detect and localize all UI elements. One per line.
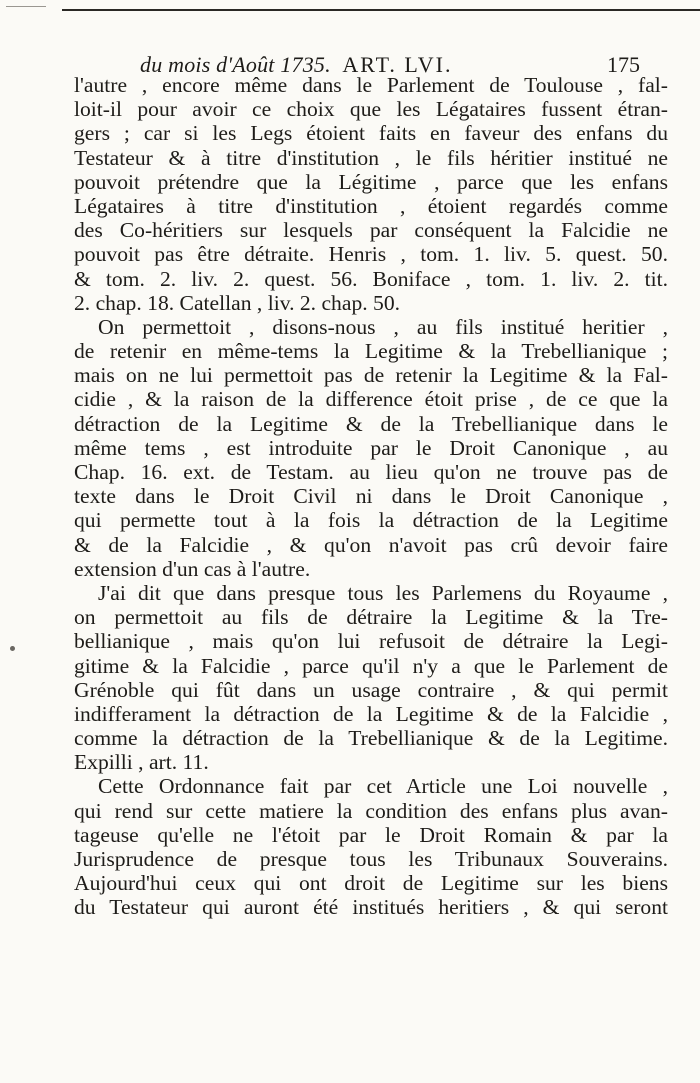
text-line: qui rend sur cette matiere la condition des enfans plus avan- [74, 798, 668, 823]
running-title: du mois d'Août 1735. [140, 52, 331, 77]
text-line: On permettoit , disons-nous , au fils institué heritier , [98, 314, 668, 339]
text-line: indifferament la détraction de la Legitime & de la Falcidie , [74, 701, 668, 726]
text-line: Chap. 16. ext. de Testam. au lieu qu'on ne trouve pas de [74, 460, 668, 484]
article-number: ART. LVI. [342, 52, 453, 77]
text-line: mais on ne lui permettoit pas de retenir la Legitime & la Fal- [74, 363, 668, 388]
text-line: Jurisprudence de presque tous les Tribunaux Souverains. [74, 847, 668, 871]
text-line: Grénoble qui fût dans un usage contraire , & qui permit [74, 677, 668, 702]
text-line: pouvoit pas être détraite. Henris , tom. 1. liv. 5. quest. 50. [74, 242, 668, 267]
text-line: l'autre , encore même dans le Parlement de Toulouse , fal- [74, 73, 668, 97]
text-line: Testateur & à titre d'institution , le fils héritier institué ne [74, 145, 668, 170]
text-line: J'ai dit que dans presque tous les Parlemens du Royaume , [98, 580, 668, 605]
text-line: texte dans le Droit Civil ni dans le Droit Canonique , [74, 484, 668, 509]
text-line: gitime & la Falcidie , parce qu'il n'y a que le Parlement de [74, 653, 668, 678]
text-line: bellianique , mais qu'on lui refusoit de détraire la Legi- [74, 629, 668, 654]
text-line: cidie , & la raison de la difference étoit prise , de ce que la [74, 387, 668, 412]
text-line: qui permette tout à la fois la détraction de la Legitime [74, 508, 668, 533]
text-line: 2. chap. 18. Catellan , liv. 2. chap. 50. [74, 290, 401, 315]
text-line: détraction de la Legitime & de la Trebellianique dans le [74, 411, 668, 436]
text-line: même tems , est introduite par le Droit Canonique , au [74, 435, 668, 460]
text-line: pouvoit prétendre que la Légitime , parce que les enfans [74, 169, 668, 194]
text-line: loit-il pour avoir ce choix que les Légataires fussent étran- [74, 97, 668, 122]
text-line: on permettoit au fils de détraire la Legitime & la Tre- [74, 605, 668, 630]
text-line: du Testateur qui auront été institués heritiers , & qui seront [74, 895, 668, 920]
text-line: Légataires à titre d'institution , étoient regardés comme [74, 193, 668, 218]
text-line: Expilli , art. 11. [74, 750, 209, 775]
text-line: & tom. 2. liv. 2. quest. 56. Boniface , tom. 1. liv. 2. tit. [74, 266, 668, 291]
page-number: 175 [607, 52, 640, 77]
page-body [74, 73, 668, 920]
stray-ink-mark [10, 646, 15, 651]
text-line: extension d'un cas à l'autre. [74, 556, 311, 581]
corner-scan-mark [6, 6, 46, 11]
text-line: Aujourd'hui ceux qui ont droit de Legitime sur les biens [74, 871, 668, 896]
top-rule [62, 9, 700, 11]
text-line: gers ; car si les Legs étoient faits en faveur des enfans du [74, 121, 668, 146]
text-line: tageuse qu'elle ne l'étoit par le Droit Romain & par la [74, 822, 668, 847]
text-line: Cette Ordonnance fait par cet Article une Loi nouvelle , [98, 774, 668, 799]
text-line: de retenir en même-tems la Legitime & la Trebellianique ; [74, 339, 668, 364]
text-line: des Co-héritiers sur lesquels par conséquent la Falcidie ne [74, 218, 668, 243]
text-line: comme la détraction de la Trebellianique & de la Legitime. [74, 726, 668, 751]
text-line: & de la Falcidie , & qu'on n'avoit pas crû devoir faire [74, 532, 668, 557]
